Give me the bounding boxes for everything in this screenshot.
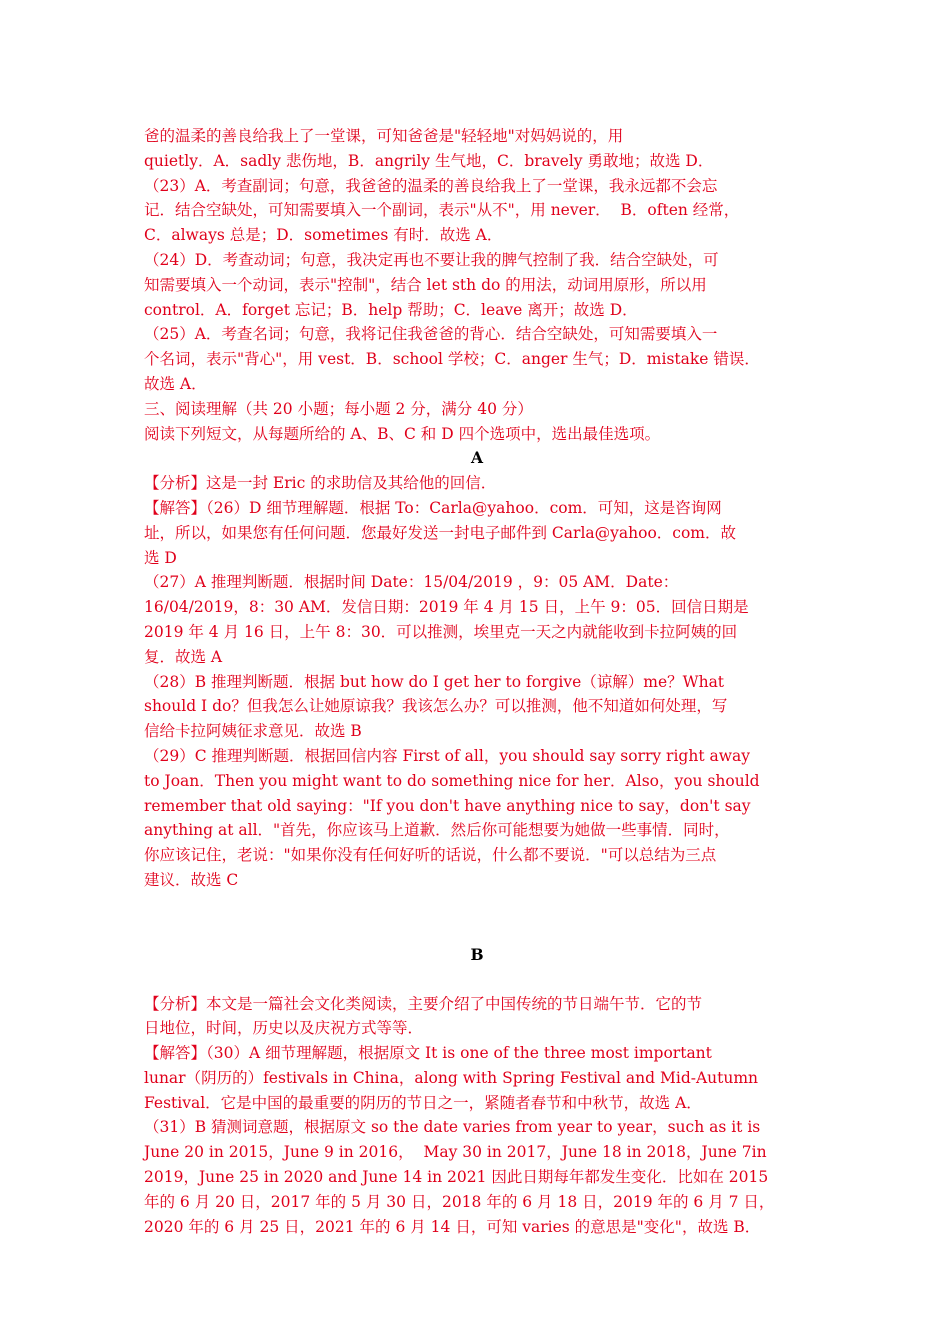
explanation-line: 信给卡拉阿姨征求意见．故选 B (144, 722, 362, 741)
explanation-line: 爸的温柔的善良给我上了一堂课，可知爸爸是"轻轻地"对妈妈说的，用 (144, 127, 624, 145)
explanation-line: C．always 总是；D．sometimes 有时．故选 A． (144, 226, 503, 245)
explanation-line: 故选 A． (144, 374, 207, 393)
explanation-line: quietly．A．sadly 悲伤地，B．angrily 生气地，C．bravely 勇敢地；故选 D． (144, 151, 714, 170)
explanation-line: control．A．forget 忘记；B．help 帮助；C．leave 离开；故选 D． (144, 300, 638, 319)
explanation-line: Festival．它是中国的最重要的阴历的节日之一，紧随者春节和中秋节，故选 A． (144, 1093, 702, 1112)
answer-explanations-23-25 (144, 124, 810, 397)
explanation-line: （23）A．考查副词；句意，我爸爸的温柔的善良给我上了一堂课，我永远都不会忘 (144, 176, 718, 195)
explanation-line: 【解答】（26）D 细节理解题．根据 To：Carla@yahoo．com．可知，这是咨询网 (144, 498, 722, 517)
explanation-line: 16/04/2019，8：30 AM．发信日期：2019 年 4 月 15 日，上午 9：05．回信日期是 (144, 598, 749, 617)
explanation-line: 个名词，表示"背心"，用 vest．B．school 学校；C．anger 生气；D．mistake 错误． (144, 350, 760, 369)
reading-section-heading: 三、阅读理解（共 20 小题；每小题 2 分，满分 40 分） (144, 399, 533, 418)
explanation-line: 你应该记住，老说："如果你没有任何好听的话说，什么都不要说．"可以总结为三点 (144, 846, 717, 865)
explanation-line: 2019，June 25 in 2020 and June 14 in 2021 因此日期每年都发生变化．比如在 2015 (144, 1168, 769, 1187)
document-page (144, 124, 810, 1239)
explanation-line: to Joan．Then you might want to do something nice for her．Also，you should (144, 771, 760, 790)
explanation-line: （31）B 猜测词意题，根据原文 so the date varies from year to year，such as it is (144, 1118, 761, 1137)
explanation-line: （24）D．考查动词；句意，我决定再也不要让我的脾气控制了我．结合空缺处，可 (144, 250, 719, 269)
explanation-line: 日地位，时间，历史以及庆祝方式等等． (144, 1019, 424, 1038)
explanation-line: 知需要填入一个动词，表示"控制"，结合 let sth do 的用法，动词用原形，所以用 (144, 275, 707, 294)
explanation-line: 2020 年的 6 月 25 日，2021 年的 6 月 14 日，可知 varies 的意思是"变化"，故选 B． (144, 1217, 761, 1236)
explanation-line: should I do？但我怎么让她原谅我？我该怎么办？可以推测，他不知道如何处理，写 (144, 697, 728, 716)
explanation-line: anything at all．"首先，你应该马上道歉．然后你可能想要为她做一些事情．同时， (144, 821, 730, 840)
explanation-line: 建议．故选 C (144, 870, 239, 889)
passage-b-explanations (144, 992, 810, 1240)
explanation-line: （29）C 推理判断题．根据回信内容 First of all，you should say sorry right away (144, 746, 750, 765)
passage-a-title: A (470, 448, 484, 468)
explanation-line: 【分析】这是一封 Eric 的求助信及其给他的回信． (144, 474, 497, 493)
explanation-line: （27）A 推理判断题．根据时间 Date：15/04/2019 ，9：05 AM．Date： (144, 573, 679, 592)
explanation-line: （28）B 推理判断题．根据 but how do I get her to forgive（谅解）me？What (144, 672, 725, 691)
explanation-line: 【分析】本文是一篇社会文化类阅读，主要介绍了中国传统的节日端午节．它的节 (144, 994, 703, 1013)
explanation-line: lunar（阴历的）festivals in China，along with Spring Festival and Mid-Autumn (144, 1068, 759, 1087)
explanation-line: 2019 年 4 月 16 日，上午 8：30．可以推测，埃里克一天之内就能收到卡拉阿姨的回 (144, 622, 738, 641)
explanation-line: 选 D (144, 548, 177, 567)
explanation-line: remember that old saying："If you don't have anything nice to say，don't say (144, 796, 751, 815)
explanation-line: 复．故选 A (144, 647, 223, 666)
explanation-line: 址，所以，如果您有任何问题．您最好发送一封电子邮件到 Carla@yahoo．com．故 (144, 523, 736, 542)
explanation-line: June 20 in 2015，June 9 in 2016， May 30 in 2017，June 18 in 2018，June 7in (144, 1143, 767, 1162)
reading-instructions: 阅读下列短文，从每题所给的 A、B、C 和 D 四个选项中，选出最佳选项。 (144, 424, 661, 443)
explanation-line: 【解答】（30）A 细节理解题，根据原文 It is one of the three most important (144, 1044, 712, 1063)
passage-b-title: B (470, 944, 484, 964)
explanation-line: 年的 6 月 20 日，2017 年的 5 月 30 日，2018 年的 6 月 18 日，2019 年的 6 月 7 日， (144, 1192, 775, 1211)
explanation-line: （25）A．考查名词；句意，我将记住我爸爸的背心．结合空缺处，可知需要填入一 (144, 325, 718, 344)
passage-a-explanations (144, 471, 810, 893)
explanation-line: 记．结合空缺处，可知需要填入一个副词，表示"从不"，用 never． B．often 经常， (144, 201, 740, 220)
